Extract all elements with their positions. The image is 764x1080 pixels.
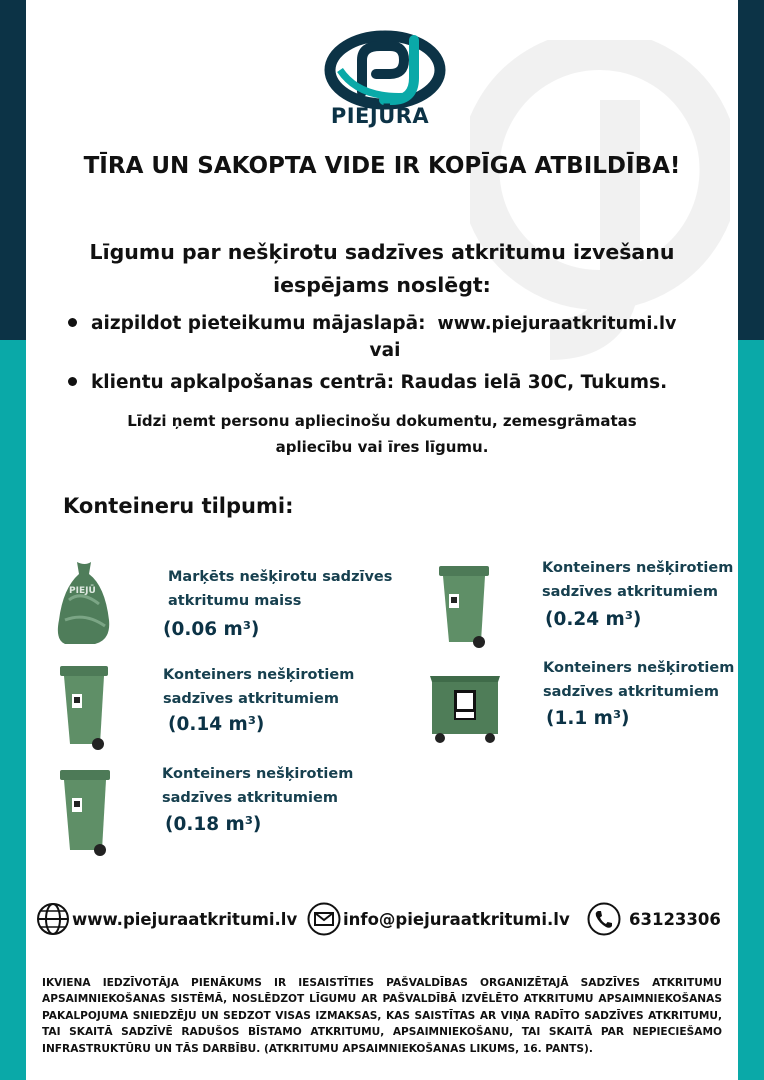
- section-title: Konteineru tilpumi:: [63, 494, 294, 518]
- contact-website[interactable]: [36, 902, 297, 936]
- container-volume: (0.24 m³): [545, 609, 642, 630]
- bullet-office: [68, 372, 667, 393]
- waste-bag-icon: [55, 560, 113, 646]
- contact-phone[interactable]: [587, 902, 721, 936]
- bullet-online-text: aizpildot pieteikumu mājaslapā:: [91, 313, 426, 334]
- bullet-dot: [68, 377, 77, 386]
- right-side-bar: [738, 0, 764, 1080]
- container-label: Konteiners nešķirotiem sadzīves atkritumiem: [162, 766, 354, 806]
- contacts-row: [36, 902, 736, 942]
- intro-line-1: Līgumu par nešķirotu sadzīves atkritumu izvešanu: [89, 240, 675, 264]
- container-label: Marķēts nešķirotu sadzīves atkritumu maiss: [168, 569, 393, 609]
- phone-icon: [587, 902, 621, 936]
- note-line-2: apliecību vai īres līgumu.: [275, 438, 489, 456]
- wheelie-bin-icon: [58, 768, 114, 858]
- container-volume: (1.1 m³): [546, 708, 630, 729]
- website-text: www.piejuraatkritumi.lv: [72, 909, 298, 929]
- website-link[interactable]: www.piejuraatkritumi.lv: [437, 314, 677, 334]
- container-label: Konteiners nešķirotiem sadzīves atkritumiem: [542, 560, 734, 600]
- legal-notice: IKVIENA IEDZĪVOTĀJA PIENĀKUMS IR IESAISTĪTIES PAŠVALDĪBAS ORGANIZĒTAJĀ SADZĪVES ATKRITUMU APSAIMNIEKOŠANAS SISTĒMĀ, NOSLĒDZOT LĪGUMU AR PAŠVALDĪBĀ IZVĒLĒTO ATKRITUMU APSAIMNIEKOŠANAS PAKALPOJUMA SNIEDZĒJU UN SEDZOT VISAS IZMAKSAS, KAS SAISTĪTAS AR VIŅA RADĪTO SADZĪVES ATKRITUMU, TAI SKAITĀ SADZĪVĒ RADUŠOS BĪSTAMO ATKRITUMU, APSAIMNIEKOŠANU, TAI SKAITĀ PAR NEPIECIEŠAMO INFRASTRUKTŪRU UN TĀS DARBĪBU. (ATKRITUMU APSAIMNIEKOŠANAS LIKUMS, 16. PANTS).: [42, 977, 722, 1055]
- container-volume: (0.06 m³): [163, 619, 260, 640]
- container-volume: (0.14 m³): [168, 714, 265, 735]
- email-text: info@piejuraatkritumi.lv: [343, 909, 570, 929]
- intro-text: [40, 236, 724, 302]
- wheelie-bin-icon: [58, 664, 112, 752]
- contact-email[interactable]: [307, 902, 570, 936]
- container-label: Konteiners nešķirotiem sadzīves atkritumiem: [543, 660, 735, 700]
- mail-icon: [307, 902, 341, 936]
- container-label: Konteiners nešķirotiem sadzīves atkritumiem: [163, 667, 355, 707]
- wheelie-bin-icon: [437, 564, 493, 650]
- svg-text:PIEJŪ: PIEJŪ: [69, 586, 96, 596]
- note-line-1: Līdzi ņemt personu apliecinošu dokumentu, zemesgrāmatas: [127, 412, 637, 430]
- globe-icon: [36, 902, 70, 936]
- documents-note: [90, 408, 674, 460]
- left-side-bar: [0, 0, 26, 1080]
- bullet-online: [68, 313, 676, 334]
- large-container-icon: [428, 670, 502, 746]
- page-headline: TĪRA UN SAKOPTA VIDE IR KOPĪGA ATBILDĪBA!: [83, 153, 681, 179]
- or-text: vai: [369, 340, 401, 361]
- phone-text: 63123306: [629, 909, 721, 929]
- container-volume: (0.18 m³): [165, 814, 262, 835]
- watermark-logo: [470, 40, 730, 360]
- brand-name: PIEJŪRA: [330, 104, 430, 128]
- bullet-office-text: klientu apkalpošanas centrā: Raudas ielā 30C, Tukums.: [91, 372, 668, 393]
- intro-line-2: iespējams noslēgt:: [273, 273, 491, 297]
- bullet-dot: [68, 318, 77, 327]
